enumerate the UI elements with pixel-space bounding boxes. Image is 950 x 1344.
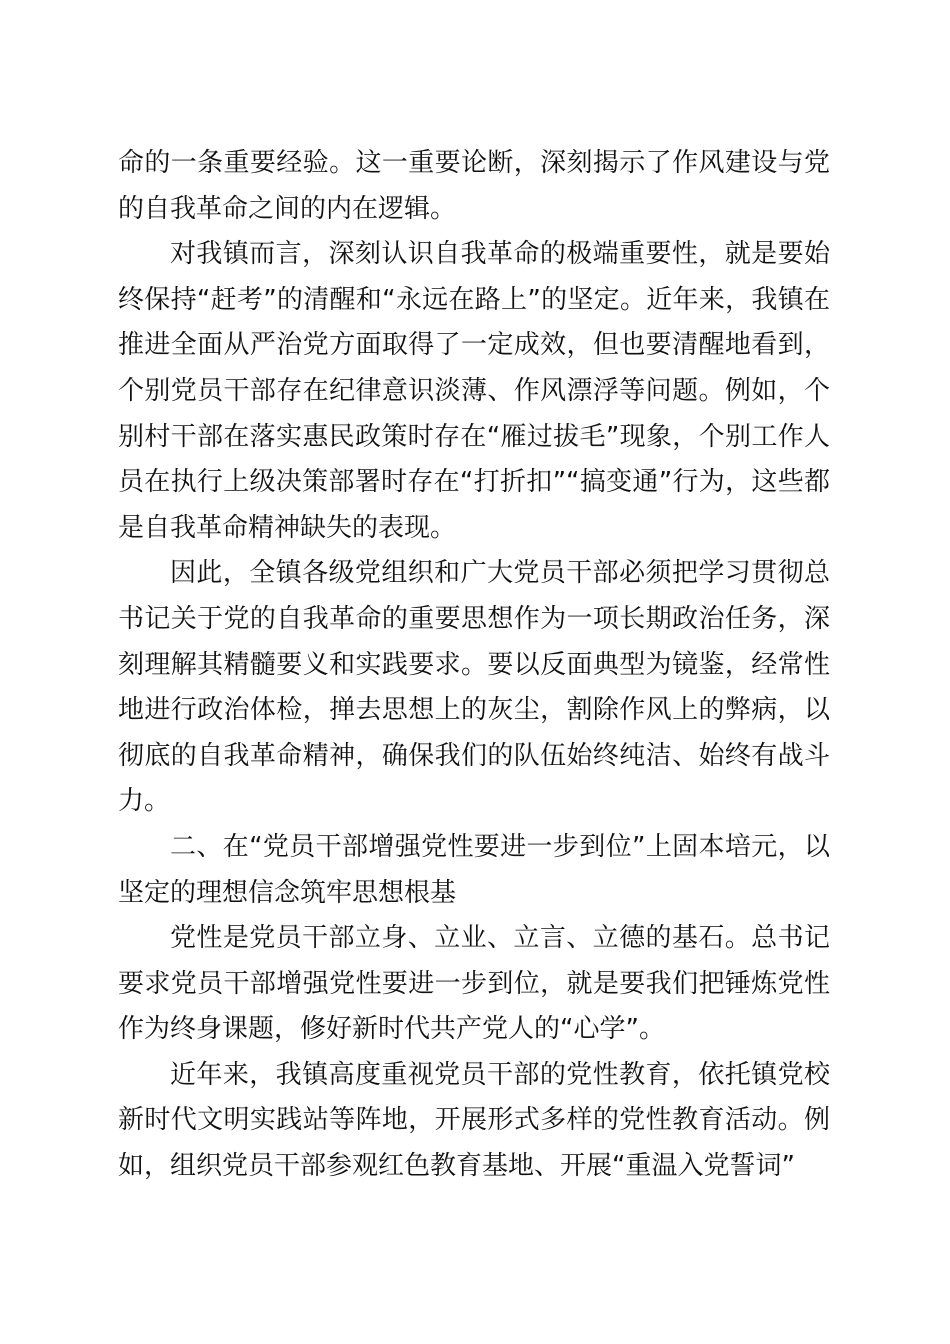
- paragraph-recent-years: 近年来，我镇高度重视党员干部的党性教育，依托镇党校新时代文明实践站等阵地，开展形式多样的党性教育活动。例如，组织党员干部参观红色教育基地、开展“重温入党誓词”: [118, 1059, 830, 1182]
- paragraph-therefore: 因此，全镇各级党组织和广大党员干部必须把学习贯彻总书记关于党的自我革命的重要思想作为一项长期政治任务，深刻理解其精髓要义和实践要求。要以反面典型为镜鉴，经常性地进行政治体检，掸去思想上的灰尘，割除作风上的弊病，以彻底的自我革命精神，确保我们的队伍始终纯洁、始终有战斗力。: [118, 558, 830, 817]
- document-page: [118, 141, 830, 1190]
- paragraph-self-revolution: 对我镇而言，深刻认识自我革命的极端重要性，就是要始终保持“赶考”的清醒和“永远在路上”的坚定。近年来，我镇在推进全面从严治党方面取得了一定成效，但也要清醒地看到，个别党员干部存在纪律意识淡薄、作风漂浮等问题。例如，个别村干部在落实惠民政策时存在“雁过拔毛”现象，个别工作人员在执行上级决策部署时存在“打折扣”“搞变通”行为，这些都是自我革命精神缺失的表现。: [118, 239, 830, 543]
- paragraph-party-spirit: 党性是党员干部立身、立业、立言、立德的基石。总书记要求党员干部增强党性要进一步到位，就是要我们把锤炼党性作为终身课题，修好新时代共产党人的“心学”。: [118, 923, 830, 1045]
- section-heading-two: 二、在“党员干部增强党性要进一步到位”上固本培元，以坚定的理想信念筑牢思想根基: [118, 831, 830, 908]
- paragraph-continuation: 命的一条重要经验。这一重要论断，深刻揭示了作风建设与党的自我革命之间的内在逻辑。: [118, 148, 830, 224]
